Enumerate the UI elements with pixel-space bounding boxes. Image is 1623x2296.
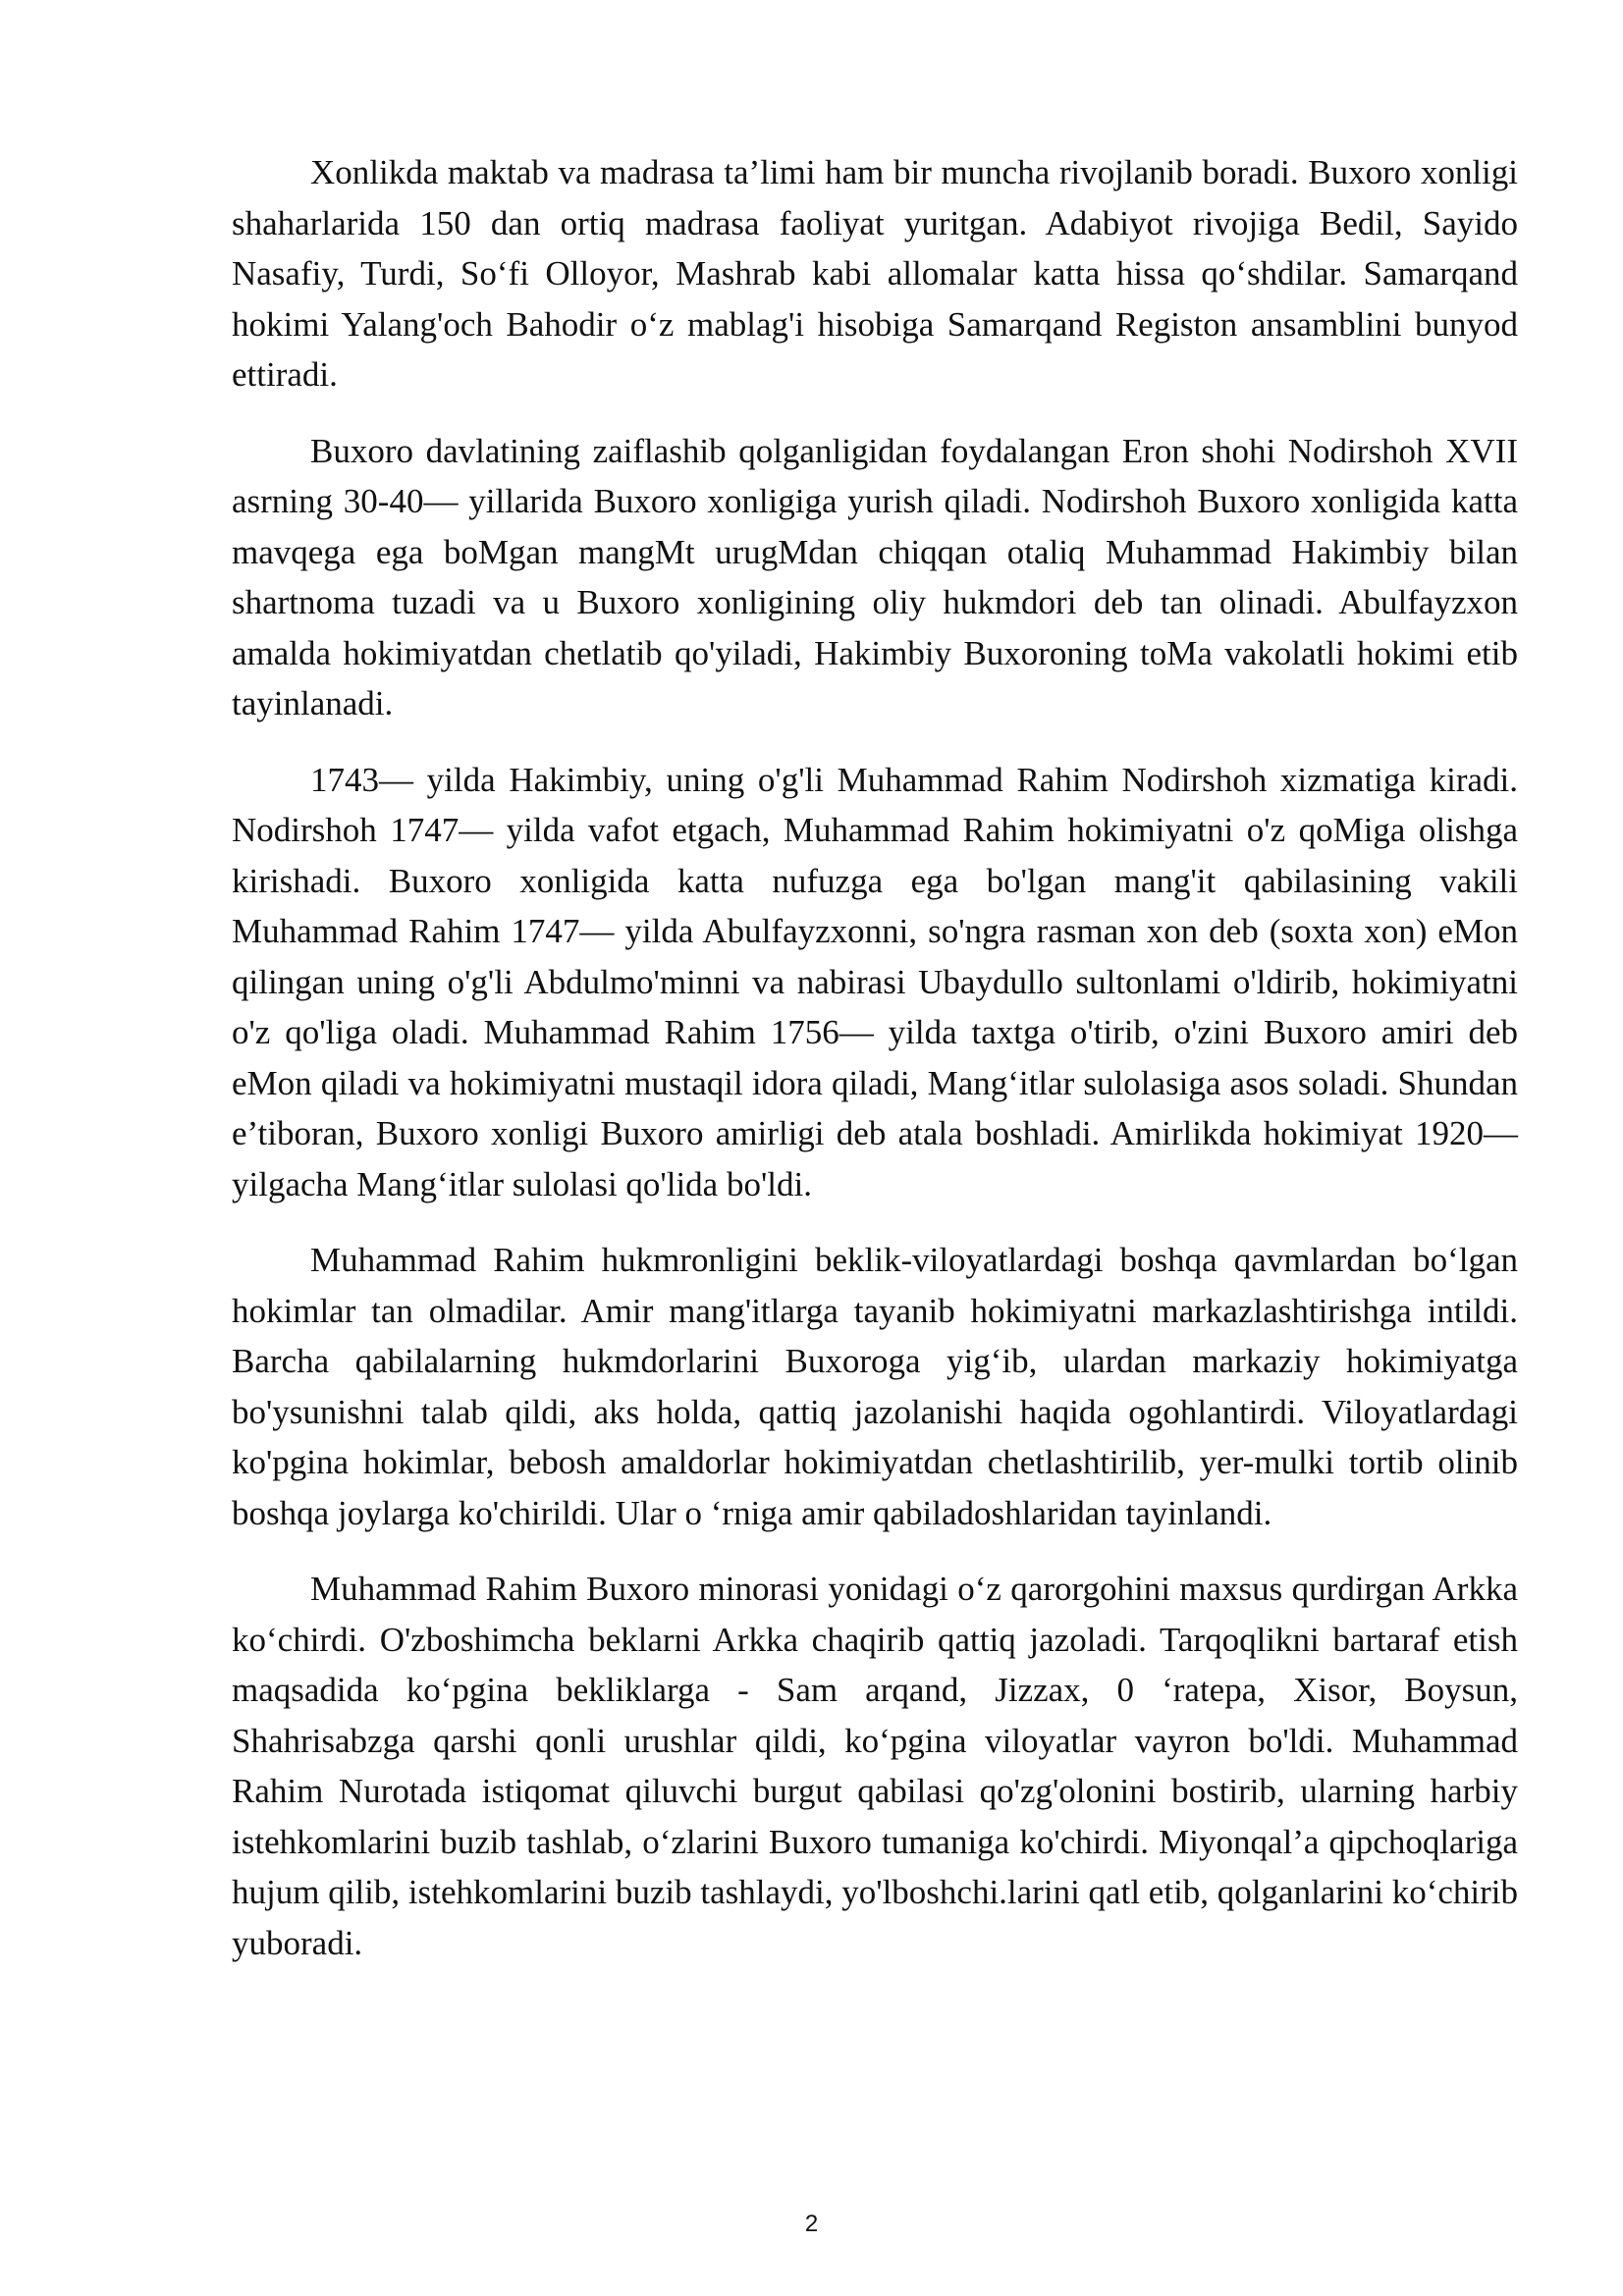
paragraph: Muhammad Rahim Buxoro minorasi yonidagi o‘z qarorgohini maxsus qurdirgan Arkka ko‘chirdi. O'zboshimcha beklarni Arkka chaqirib qattiq jazoladi. Tarqoqlikni bartaraf etish maqsadida ko‘pgina bekliklarga - Sam arqand, Jizzax, 0 ‘ratepa, Xisor, Boysun, Shahrisabzga qarshi qonli urushlar qildi, ko‘pgina viloyatlar vayron bo'ldi. Muhammad Rahim Nurotada istiqomat qiluvchi burgut qabilasi qo'zg'olonini bostirib, ularning harbiy istehkomlarini buzib tashlab, o‘zlarini Buxoro tumaniga ko'chirdi. Miyonqal’a qipchoqlariga hujum qilib, istehkomlarini buzib tashlaydi, yo'lboshchi.larini qatl etib, qolganlarini ko‘chirib yuboradi. <box>232 1570 1518 1962</box>
paragraph: Buxoro davlatining zaiflashib qolganligidan foydalangan Eron shohi Nodirshoh XVII asrning 30-40— yillarida Buxoro xonligiga yurish qiladi. Nodirshoh Buxoro xonligida katta mavqega ega boMgan mangMt urugMdan chiqqan otaliq Muhammad Hakimbiy bilan shartnoma tuzadi va u Buxoro xonligining oliy hukmdori deb tan olinadi. Abulfayzxon amalda hokimiyatdan chetlatib qo'yiladi, Hakimbiy Buxoroning toMa vakolatli hokimi etib tayinlanadi. <box>232 431 1518 722</box>
paragraph: Xonlikda maktab va madrasa ta’limi ham bir muncha rivojlanib boradi. Buxoro xonligi shaharlarida 150 dan ortiq madrasa faoliyat yuritgan. Adabiyot rivojiga Bedil, Sayido Nasafiy, Turdi, So‘fi Olloyor, Mashrab kabi allomalar katta hissa qo‘shdilar. Samarqand hokimi Yalang'och Bahodir o‘z mablag'i hisobiga Samarqand Registon ansamblini bunyod ettiradi. <box>232 153 1518 394</box>
page-number: 2 <box>804 2211 819 2237</box>
paragraph: 1743— yilda Hakimbiy, uning o'g'li Muhammad Rahim Nodirshoh xizmatiga kiradi. Nodirshoh 1747— yilda vafot etgach, Muhammad Rahim hokimiyatni o'z qoMiga olishga kirishadi. Buxoro xonligida katta nufuzga ega bo'lgan mang'it qabilasining vakili Muhammad Rahim 1747— yilda Abulfayzxonni, so'ngra rasman xon deb (soxta xon) eMon qilingan uning o'g'li Abdulmo'minni va nabirasi Ubaydullo sultonlami o'ldirib, hokimiyatni o'z qo'liga oladi. Muhammad Rahim 1756— yilda taxtga o'tirib, o'zini Buxoro amiri deb eMon qiladi va hokimiyatni mustaqil idora qiladi, Mang‘itlar sulolasiga asos soladi. Shundan e’tiboran, Buxoro xonligi Buxoro amirligi deb atala boshladi. Amirlikda hokimiyat 1920— yilgacha Mang‘itlar sulolasi qo'lida bo'ldi. <box>232 760 1518 1203</box>
document-body <box>232 147 1518 1994</box>
paragraph: Muhammad Rahim hukmronligini beklik-viloyatlardagi boshqa qavmlardan bo‘lgan hokimlar tan olmadilar. Amir mang'itlarga tayanib hokimiyatni markazlashtirishga intildi. Barcha qabilalarning hukmdorlarini Buxoroga yig‘ib, ulardan markaziy hokimiyatga bo'ysunishni talab qildi, aks holda, qattiq jazolanishi haqida ogohlantirdi. Viloyatlardagi ko'pgina hokimlar, bebosh amaldorlar hokimiyatdan chetlashtirilib, yer-mulki tortib olinib boshqa joylarga ko'chirildi. Ular o ‘rniga amir qabiladoshlaridan tayinlandi. <box>232 1241 1518 1532</box>
